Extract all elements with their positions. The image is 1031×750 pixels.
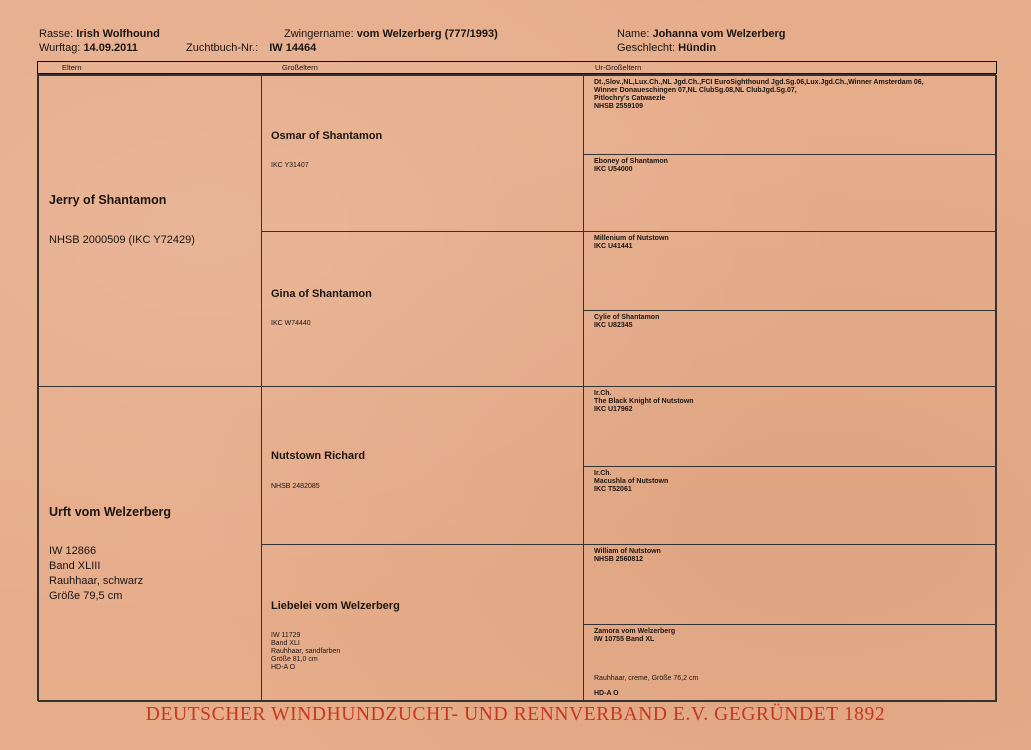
great-grandparent-text-3: Millenium of Nutstown IKC U41441 (594, 235, 669, 250)
association-footer: DEUTSCHER WINDHUNDZUCHT- UND RENNVERBAND E.V. GEGRÜNDET 1892 (145, 704, 886, 725)
breed-value: Irish Wolfhound (76, 28, 160, 40)
breed-field (39, 28, 160, 41)
dog-name-label: Name: (617, 28, 650, 40)
great-grandparent-text-7: William of Nutstown NHSB 2560812 (594, 548, 661, 563)
grandparent-details-3: NHSB 2482085 (271, 483, 320, 490)
sex-value: Hündin (678, 42, 717, 54)
grandparent-cell-2 (261, 231, 584, 387)
studbook-field (186, 42, 316, 55)
great-grandparent-extra-8b: HD-A O (594, 690, 619, 697)
sire-details: NHSB 2000509 (IKC Y72429) (49, 234, 195, 246)
dog-name-value: Johanna vom Welzerberg (652, 28, 786, 40)
great-grandparent-cell-1 (583, 75, 997, 155)
column-parents: Eltern (62, 63, 82, 72)
grandparent-details-2: IKC W74440 (271, 320, 311, 327)
sex-field (617, 42, 716, 55)
sire-cell (38, 75, 262, 387)
studbook-value: IW 14464 (269, 42, 317, 54)
great-grandparent-cell-2 (583, 154, 997, 232)
great-grandparent-text-4: Cylie of Shantamon IKC U82345 (594, 314, 660, 329)
dam-name: Urft vom Welzerberg (49, 505, 172, 519)
great-grandparent-cell-7 (583, 544, 997, 625)
breed-label: Rasse: (39, 28, 74, 40)
great-grandparent-text-1: Dt.,Slov.,NL,Lux.Ch.,NL Jgd.Ch.,FCI EuroSighthound Jgd.Sg.06,Lux.Jgd.Ch.,Winner Amsterdam 06, Winner Donaueschingen 07,NL ClubSg.08,NL ClubJgd.Sg.07, Pitlochry's Catwaezle NHSB 2559109 (594, 79, 924, 110)
litter-date-label: Wurftag: (39, 42, 81, 54)
great-grandparent-text-8: Zamora vom Welzerberg IW 10755 Band XL (594, 628, 676, 643)
kennel-label: Zwingername: (284, 28, 354, 40)
kennel-field (284, 28, 498, 41)
great-grandparent-cell-5 (583, 386, 997, 467)
grandparent-name-1: Osmar of Shantamon (271, 130, 383, 142)
grandparent-name-2: Gina of Shantamon (271, 288, 372, 300)
great-grandparent-cell-3 (583, 231, 997, 311)
great-grandparent-text-2: Eboney of Shantamon IKC U54000 (594, 158, 668, 173)
grandparent-cell-4 (261, 544, 584, 702)
column-grandparents: Großeltern (282, 63, 318, 72)
grandparent-name-3: Nutstown Richard (271, 450, 366, 462)
litter-date-value: 14.09.2011 (83, 42, 138, 54)
grandparent-cell-1 (261, 75, 584, 232)
sex-label: Geschlecht: (617, 42, 676, 54)
great-grandparent-cell-8 (583, 624, 997, 702)
great-grandparent-cell-6 (583, 466, 997, 545)
dog-name-field (617, 28, 786, 41)
pedigree-table (37, 74, 996, 701)
litter-date-field (39, 42, 138, 55)
grandparent-cell-3 (261, 386, 584, 545)
sire-name: Jerry of Shantamon (49, 193, 167, 207)
great-grandparent-text-6: Ir.Ch. Macushla of Nutstown IKC T52061 (594, 470, 669, 493)
great-grandparent-text-5: Ir.Ch. The Black Knight of Nutstown IKC U17962 (594, 390, 694, 413)
column-great-grandparents: Ur-Großeltern (595, 63, 642, 72)
grandparent-name-4: Liebelei vom Welzerberg (271, 600, 400, 612)
great-grandparent-cell-4 (583, 310, 997, 387)
studbook-label: Zuchtbuch-Nr.: (186, 42, 259, 54)
dam-details: IW 12866 Band XLIII Rauhhaar, schwarz Größe 79,5 cm (49, 545, 144, 602)
kennel-value: vom Welzerberg (777/1993) (356, 28, 498, 40)
grandparent-details-4: IW 11729 Band XLI Rauhhaar, sandfarben Größe 81,0 cm HD-A O (271, 632, 341, 671)
great-grandparent-extra-8a: Rauhhaar, creme, Größe 76,2 cm (594, 675, 699, 682)
grandparent-details-1: IKC Y31407 (271, 162, 309, 169)
dam-cell (38, 386, 262, 702)
column-header-bar (37, 61, 997, 74)
